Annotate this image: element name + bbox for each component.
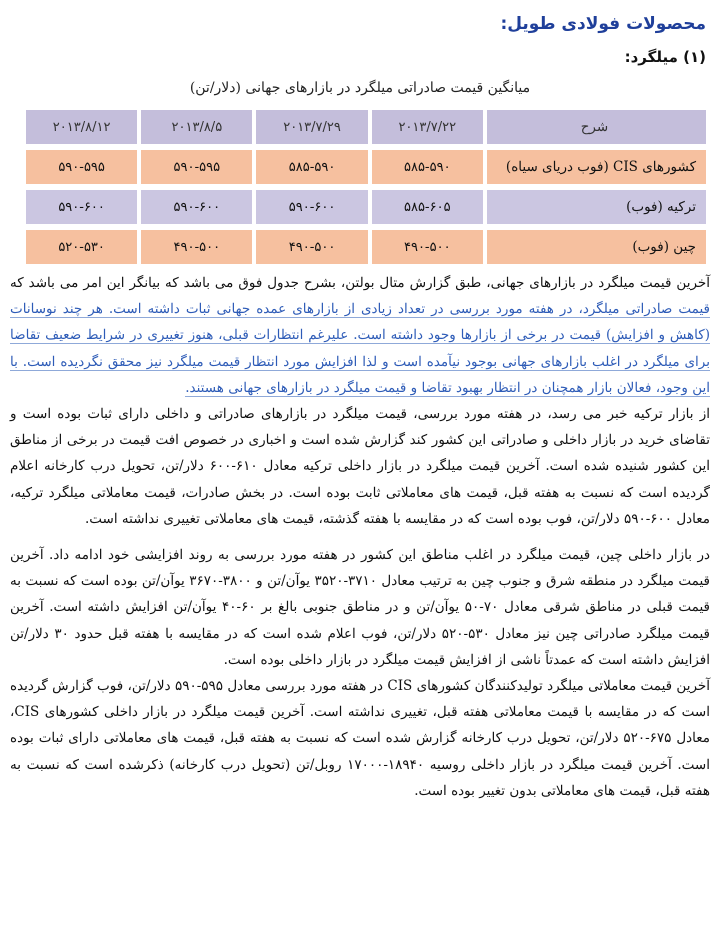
price-cell: ۵۹۰-۶۰۰: [26, 190, 137, 224]
paragraph-cis: آخرین قیمت معاملاتی میلگرد تولیدکنندگان کشورهای CIS در هفته مورد بررسی معادل ۵۹۵-۵۹۰ دلار/تن، فوب گزارش گردیده است که در مقایسه با قیمت معاملاتی هفته قبل، تغییری نداشته است. آخرین قیمت میلگرد در بازار داخلی کشورهای CIS، معادل ۶۷۵-۵۲۰ دلار/تن، تحویل درب کارخانه گزارش شده است که نسبت به هفته قبل، قیمت های معاملاتی دارای ثبات بوده است. آخرین قیمت میلگرد در بازار داخلی روسیه ۱۸۹۴۰-۱۷۰۰۰ روبل/تن (تحویل درب کارخانه) ذکرشده است که نسبت به هفته قبل، قیمت های معاملاتی بدون تغییر بوده است.: [10, 678, 710, 799]
price-cell: ۵۲۰-۵۳۰: [26, 230, 137, 264]
header-date: ۲۰۱۳/۷/۲۹: [256, 110, 367, 144]
article-body: [10, 270, 710, 804]
price-cell: ۴۹۰-۵۰۰: [141, 230, 252, 264]
price-cell: ۵۸۵-۶۰۵: [372, 190, 483, 224]
price-cell: ۵۹۰-۶۰۰: [256, 190, 367, 224]
price-cell: ۵۹۰-۵۹۵: [141, 150, 252, 184]
table-row-cis: [26, 150, 706, 184]
highlighted-text: قیمت صادراتی میلگرد، در هفته مورد بررسی در تعداد زیادی از بازارهای عمده جهانی ثبات داشته است. هر چند نوسانات (کاهش و افزایش) قیمت در برخی از بازارها وجود داشته است. علیرغم انتظارات قبلی، هنوز تغییری در شرایط ضعیف تقاضا برای میلگرد در اغلب بازارهای جهانی بوجود نیآمده است و لذا افزایش مورد انتظار قیمت میلگرد نیز محقق نگردیده است. با این وجود، فعالان بازار همچنان در انتظار بهبود تقاضا و قیمت میلگرد در بازارهای جهانی هستند.: [10, 301, 710, 396]
price-cell: ۴۹۰-۵۰۰: [256, 230, 367, 264]
paragraph-text: آخرین قیمت میلگرد در بازارهای جهانی، طبق گزارش متال بولتن، بشرح جدول فوق می باشد که بیانگر این امر می باشد که: [10, 275, 710, 291]
subsection-title: (۱) میلگرد:: [624, 48, 706, 66]
paragraph-global-market: [10, 270, 710, 401]
price-cell: ۵۸۵-۵۹۰: [256, 150, 367, 184]
price-cell: ۵۹۰-۶۰۰: [141, 190, 252, 224]
paragraph-turkey: از بازار ترکیه خبر می رسد، در هفته مورد بررسی، قیمت میلگرد در بازارهای صادراتی و داخلی دارای ثبات بوده است و تقاضای خرید در بازار داخلی و صادراتی این کشور کند گزارش شده است و اخباری در خصوص افت قیمت در برخی از مناطق این کشور شنیده شده است. آخرین قیمت میلگرد در بازار داخلی ترکیه معادل ۶۱۰-۶۰۰ دلار/تن، تحویل درب کارخانه اعلام گردیده است که نسبت به هفته قبل، قیمت های معاملاتی ثابت بوده است. در بخش صادرات، قیمت معاملاتی میلگرد ترکیه، معادل ۶۰۰-۵۹۰ دلار/تن، فوب بوده است که در مقایسه با هفته گذشته، قیمت های معاملاتی تغییری نداشته است.: [10, 406, 711, 527]
header-desc: شرح: [487, 110, 706, 144]
row-desc: ترکیه (فوب): [487, 190, 706, 224]
paragraph-china: در بازار داخلی چین، قیمت میلگرد در اغلب مناطق این کشور در هفته مورد بررسی به روند افزایشی خود ادامه داد. آخرین قیمت میلگرد در منطقه شرق و جنوب چین به ترتیب معادل ۳۷۱۰-۳۵۲۰ یوآن/تن و ۳۸۰۰-۳۶۷۰ یوآن/تن بوده است که نسبت به قیمت قبلی در مناطق شرقی معادل ۷۰-۵۰ یوآن/تن و در مناطق جنوبی بالغ بر ۶۰-۴۰ یوآن/تن افزایش داشته است. آخرین قیمت میلگرد صادراتی چین نیز معادل ۵۳۰-۵۲۰ دلار/تن، فوب اعلام شده است که در مقایسه با هفته قبل حدود ۳۰ دلار/تن افزایش داشته است که عمدتاً ناشی از افزایش قیمت میلگرد در بازار داخلی بوده است.: [10, 547, 711, 668]
price-cell: ۵۹۰-۵۹۵: [26, 150, 137, 184]
table-row-china: [26, 230, 706, 264]
header-date: ۲۰۱۳/۸/۵: [141, 110, 252, 144]
price-table: [22, 104, 710, 270]
row-desc: چین (فوب): [487, 230, 706, 264]
table-row-turkey: [26, 190, 706, 224]
table-header-row: [26, 110, 706, 144]
row-desc: کشورهای CIS (فوب دریای سیاه): [487, 150, 706, 184]
price-cell: ۵۸۵-۵۹۰: [372, 150, 483, 184]
table-caption: میانگین قیمت صادراتی میلگرد در بازارهای جهانی (دلار/تن): [189, 80, 531, 96]
header-date: ۲۰۱۳/۷/۲۲: [372, 110, 483, 144]
header-date: ۲۰۱۳/۸/۱۲: [26, 110, 137, 144]
section-title: محصولات فولادی طویل:: [500, 14, 706, 34]
price-cell: ۴۹۰-۵۰۰: [372, 230, 483, 264]
